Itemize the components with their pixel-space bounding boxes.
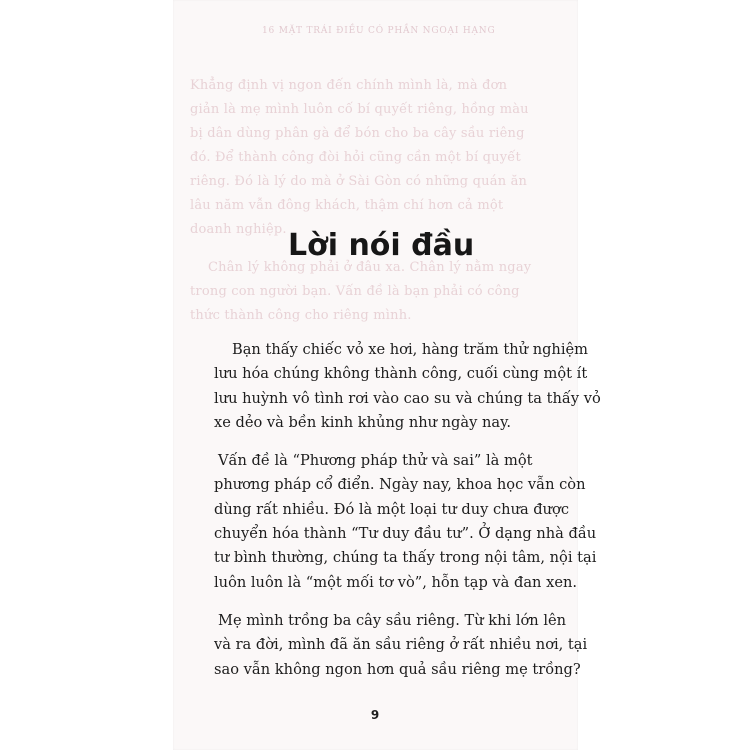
text-line: phương pháp cổ điển. Ngày nay, khoa học vẫn còn: [214, 476, 586, 494]
bleed-line: bị dân dùng phân gà để bón cho ba cây sầu riêng: [190, 126, 525, 141]
body-text: [214, 338, 601, 696]
text-line: lưu hóa chúng không thành công, cuối cùng một ít: [214, 365, 588, 383]
text-line: và ra đời, mình đã ăn sầu riêng ở rất nhiều nơi, tại: [214, 636, 588, 654]
bleed-line: doanh nghiệp.: [190, 222, 287, 237]
bleed-line: riêng. Đó là lý do mà ở Sài Gòn có những quán ăn: [190, 174, 528, 189]
text-line: lưu huỳnh vô tình rơi vào cao su và chúng ta thấy vỏ: [214, 389, 601, 407]
bleed-line: lâu năm vẫn đông khách, thậm chí hơn cả một: [190, 198, 504, 213]
text-line: xe dẻo và bền kinh khủng như ngày nay.: [214, 413, 512, 431]
bleed-line: Chân lý không phải ở đâu xa. Chân lý nằm ngay: [208, 260, 532, 275]
text-line: luôn luôn là “một mối tơ vò”, hỗn tạp và đan xen.: [214, 573, 577, 591]
chapter-heading: Lời nói đầu: [288, 228, 475, 263]
text-line: Mẹ mình trồng ba cây sầu riêng. Từ khi lớn lên: [218, 611, 567, 629]
bleed-line: đó. Để thành công đòi hỏi cũng cần một bí quyết: [190, 150, 521, 165]
text-line: chuyển hóa thành “Tư duy đầu tư”. Ở dạng nhà đầu: [214, 525, 597, 543]
text-line: Vấn đề là “Phương pháp thử và sai” là một: [218, 452, 533, 470]
text-line: sao vẫn không ngon hơn quả sầu riêng mẹ trồng?: [214, 660, 581, 678]
page-number: 9: [370, 708, 380, 722]
text-line: dùng rất nhiều. Đó là một loại tư duy chưa được: [214, 500, 570, 518]
text-line: tư bình thường, chúng ta thấy trong nội tâm, nội tại: [214, 549, 597, 567]
paragraph: [214, 338, 601, 435]
paragraph: [214, 609, 588, 682]
bleed-line: giản là mẹ mình luôn cố bí quyết riêng, hồng màu: [190, 102, 529, 117]
bleed-running-head: 16 MẶT TRÁI ĐIỀU CÓ PHẦN NGOẠI HẠNG: [262, 26, 496, 36]
bleed-line: Khẳng định vị ngon đến chính mình là, mà đơn: [190, 78, 508, 93]
text-line: Bạn thấy chiếc vỏ xe hơi, hàng trăm thử nghiệm: [232, 341, 588, 358]
bleed-line: trong con người bạn. Vấn đề là bạn phải có công: [190, 284, 520, 299]
paragraph: [214, 449, 597, 595]
bleed-line: thức thành công cho riêng mình.: [190, 308, 412, 323]
